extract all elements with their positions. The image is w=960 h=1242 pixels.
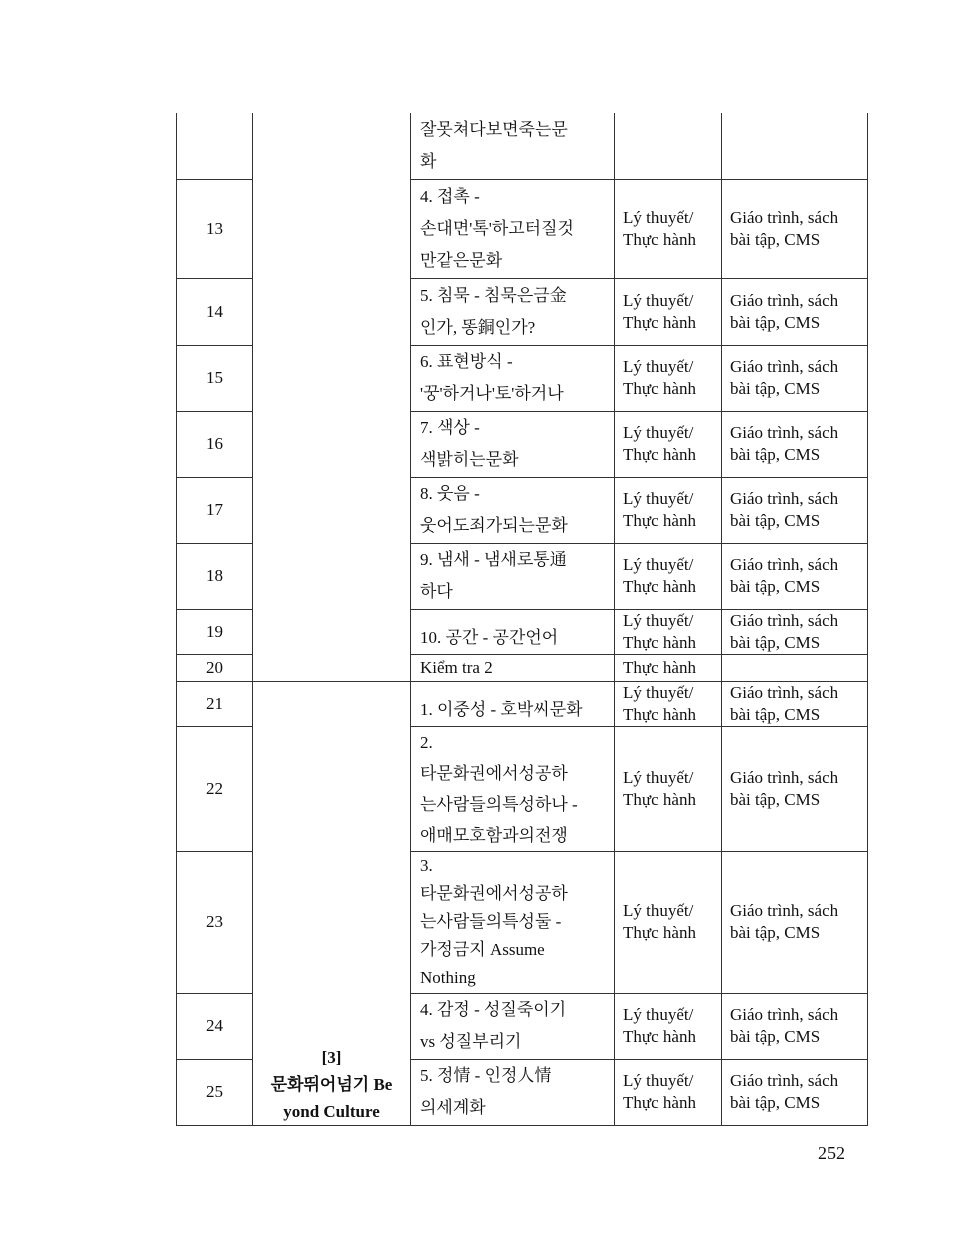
week-number-cell: 24 [177, 993, 253, 1059]
week-number-cell: 14 [177, 278, 253, 345]
material-cell: Giáo trình, sách bài tập, CMS [722, 1059, 868, 1125]
method-cell: Lý thuyết/ Thực hành [615, 477, 722, 543]
material-cell: Giáo trình, sách bài tập, CMS [722, 993, 868, 1059]
method-cell: Lý thuyết/ Thực hành [615, 411, 722, 477]
method-cell: Lý thuyết/ Thực hành [615, 278, 722, 345]
method-cell: Lý thuyết/ Thực hành [615, 1059, 722, 1125]
method-cell: Lý thuyết/ Thực hành [615, 681, 722, 726]
content-cell: 8. 웃음 - 웃어도죄가되는문화 [411, 477, 615, 543]
content-cell: 3. 타문화권에서성공하 는사람들의특성둘 - 가정금지 Assume Nothing [411, 851, 615, 993]
content-cell: 5. 정情 - 인정人情 의세계화 [411, 1059, 615, 1125]
material-cell: Giáo trình, sách bài tập, CMS [722, 609, 868, 654]
content-cell: 9. 냄새 - 냄새로통通 하다 [411, 543, 615, 609]
content-cell: 10. 공간 - 공간언어 [411, 609, 615, 654]
content-cell: 6. 표현방식 - '꿍'하거나'토'하거나 [411, 345, 615, 411]
content-cell: Kiểm tra 2 [411, 654, 615, 681]
week-number-cell: 15 [177, 345, 253, 411]
material-cell: Giáo trình, sách bài tập, CMS [722, 726, 868, 851]
page-number: 252 [818, 1143, 845, 1163]
table-row [177, 113, 868, 179]
method-cell: Lý thuyết/ Thực hành [615, 179, 722, 278]
content-cell: 4. 감정 - 성질죽이기 vs 성질부리기 [411, 993, 615, 1059]
week-number-cell: 17 [177, 477, 253, 543]
week-number-cell: 18 [177, 543, 253, 609]
method-cell: Thực hành [615, 654, 722, 681]
unit-title-cell: [3] 문화뛰어넘기 Be yond Culture [253, 681, 411, 1125]
week-number-cell: 25 [177, 1059, 253, 1125]
material-cell [722, 113, 868, 179]
week-number-cell [177, 113, 253, 179]
material-cell: Giáo trình, sách bài tập, CMS [722, 179, 868, 278]
week-number-cell: 13 [177, 179, 253, 278]
week-number-cell: 23 [177, 851, 253, 993]
content-cell: 1. 이중성 - 호박씨문화 [411, 681, 615, 726]
week-number-cell: 22 [177, 726, 253, 851]
material-cell: Giáo trình, sách bài tập, CMS [722, 278, 868, 345]
material-cell: Giáo trình, sách bài tập, CMS [722, 543, 868, 609]
content-cell: 7. 색상 - 색밝히는문화 [411, 411, 615, 477]
week-number-cell: 20 [177, 654, 253, 681]
method-cell: Lý thuyết/ Thực hành [615, 851, 722, 993]
method-cell: Lý thuyết/ Thực hành [615, 543, 722, 609]
method-cell: Lý thuyết/ Thực hành [615, 726, 722, 851]
method-cell: Lý thuyết/ Thực hành [615, 609, 722, 654]
syllabus-table [176, 113, 868, 1126]
content-cell: 5. 침묵 - 침묵은금金 인가, 똥銅인가? [411, 278, 615, 345]
method-cell: Lý thuyết/ Thực hành [615, 345, 722, 411]
material-cell: Giáo trình, sách bài tập, CMS [722, 411, 868, 477]
material-cell [722, 654, 868, 681]
content-cell: 2. 타문화권에서성공하 는사람들의특성하나 - 애매모호함과의전쟁 [411, 726, 615, 851]
material-cell: Giáo trình, sách bài tập, CMS [722, 345, 868, 411]
method-cell: Lý thuyết/ Thực hành [615, 993, 722, 1059]
content-cell: 4. 접촉 - 손대면'톡'하고터질것 만같은문화 [411, 179, 615, 278]
table-row [177, 681, 868, 726]
unit-cell [253, 113, 411, 681]
material-cell: Giáo trình, sách bài tập, CMS [722, 681, 868, 726]
week-number-cell: 19 [177, 609, 253, 654]
week-number-cell: 16 [177, 411, 253, 477]
method-cell [615, 113, 722, 179]
content-cell: 잘못쳐다보면죽는문 화 [411, 113, 615, 179]
week-number-cell: 21 [177, 681, 253, 726]
material-cell: Giáo trình, sách bài tập, CMS [722, 851, 868, 993]
material-cell: Giáo trình, sách bài tập, CMS [722, 477, 868, 543]
